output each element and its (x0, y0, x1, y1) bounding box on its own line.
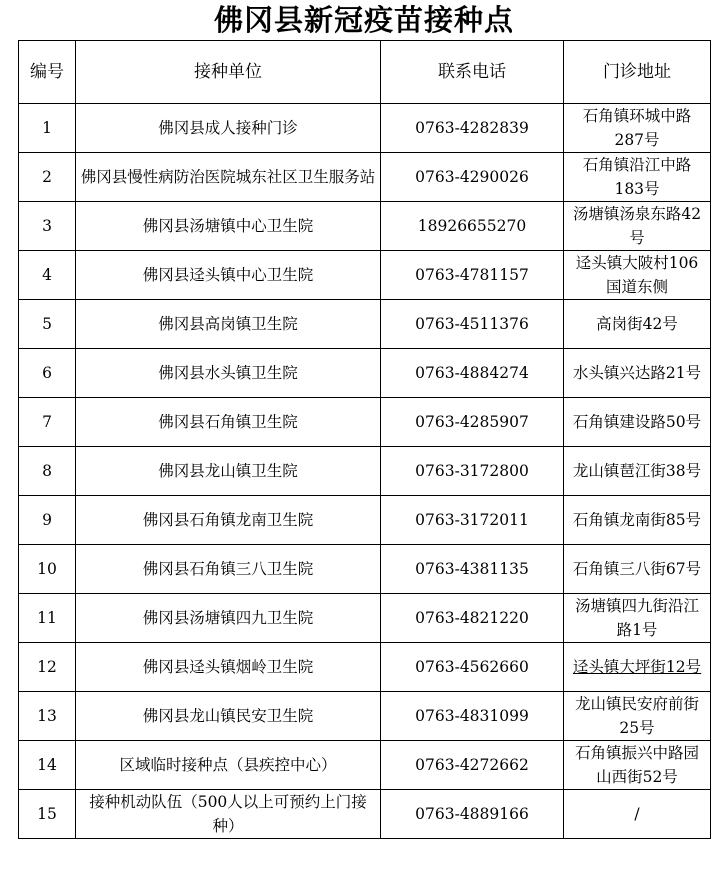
row-unit: 佛冈县高岗镇卫生院 (76, 300, 381, 349)
row-unit: 接种机动队伍（500人以上可预约上门接种） (76, 790, 381, 839)
table-row (19, 643, 711, 692)
row-address: 迳头镇大陂村106国道东侧 (564, 251, 711, 300)
row-address: 龙山镇琶江街38号 (564, 447, 711, 496)
row-phone: 0763-4889166 (381, 790, 564, 839)
row-phone: 0763-4511376 (381, 300, 564, 349)
row-unit: 佛冈县水头镇卫生院 (76, 349, 381, 398)
table-row (19, 545, 711, 594)
row-unit: 佛冈县龙山镇民安卫生院 (76, 692, 381, 741)
row-unit: 佛冈县成人接种门诊 (76, 104, 381, 153)
row-phone: 0763-4272662 (381, 741, 564, 790)
table-header-row (19, 41, 711, 104)
row-address: / (564, 790, 711, 839)
table-row (19, 741, 711, 790)
row-address: 石角镇沿江中路183号 (564, 153, 711, 202)
row-phone: 0763-4781157 (381, 251, 564, 300)
row-address: 水头镇兴达路21号 (564, 349, 711, 398)
header-phone: 联系电话 (381, 41, 564, 104)
row-phone: 0763-3172800 (381, 447, 564, 496)
table-row (19, 447, 711, 496)
table-row (19, 594, 711, 643)
row-number: 2 (19, 153, 76, 202)
row-phone: 0763-4884274 (381, 349, 564, 398)
header-unit: 接种单位 (76, 41, 381, 104)
row-address: 汤塘镇汤泉东路42号 (564, 202, 711, 251)
table-row (19, 398, 711, 447)
page-title: 佛冈县新冠疫苗接种点 (213, 3, 514, 37)
row-number: 4 (19, 251, 76, 300)
table-row (19, 202, 711, 251)
row-unit: 佛冈县慢性病防治医院城东社区卫生服务站 (76, 153, 381, 202)
row-number: 8 (19, 447, 76, 496)
row-number: 14 (19, 741, 76, 790)
table-row (19, 104, 711, 153)
row-phone: 0763-4285907 (381, 398, 564, 447)
table-row (19, 251, 711, 300)
vaccination-sites-table (18, 40, 711, 839)
row-address: 汤塘镇四九街沿江路1号 (564, 594, 711, 643)
row-phone: 0763-4381135 (381, 545, 564, 594)
table-row (19, 300, 711, 349)
row-unit: 佛冈县汤塘镇四九卫生院 (76, 594, 381, 643)
row-address: 石角镇环城中路287号 (564, 104, 711, 153)
row-address: 石角镇建设路50号 (564, 398, 711, 447)
row-number: 15 (19, 790, 76, 839)
row-phone: 0763-4562660 (381, 643, 564, 692)
row-unit: 佛冈县石角镇三八卫生院 (76, 545, 381, 594)
row-unit: 区域临时接种点（县疾控中心） (76, 741, 381, 790)
row-phone: 0763-4831099 (381, 692, 564, 741)
table-row (19, 153, 711, 202)
row-address: 石角镇龙南街85号 (564, 496, 711, 545)
row-number: 13 (19, 692, 76, 741)
row-phone: 0763-4282839 (381, 104, 564, 153)
row-address: 石角镇三八街67号 (564, 545, 711, 594)
row-number: 3 (19, 202, 76, 251)
row-address: 迳头镇大坪街12号 (564, 643, 711, 692)
row-number: 11 (19, 594, 76, 643)
row-number: 1 (19, 104, 76, 153)
row-phone: 0763-3172011 (381, 496, 564, 545)
row-number: 5 (19, 300, 76, 349)
row-address: 高岗街42号 (564, 300, 711, 349)
row-number: 10 (19, 545, 76, 594)
row-unit: 佛冈县石角镇卫生院 (76, 398, 381, 447)
table-row (19, 692, 711, 741)
row-phone: 0763-4821220 (381, 594, 564, 643)
row-unit: 佛冈县石角镇龙南卫生院 (76, 496, 381, 545)
row-phone: 18926655270 (381, 202, 564, 251)
row-unit: 佛冈县迳头镇烟岭卫生院 (76, 643, 381, 692)
row-address: 石角镇振兴中路园山西街52号 (564, 741, 711, 790)
header-number: 编号 (19, 41, 76, 104)
row-unit: 佛冈县迳头镇中心卫生院 (76, 251, 381, 300)
row-number: 7 (19, 398, 76, 447)
row-number: 6 (19, 349, 76, 398)
table-row (19, 349, 711, 398)
row-number: 12 (19, 643, 76, 692)
row-number: 9 (19, 496, 76, 545)
row-unit: 佛冈县汤塘镇中心卫生院 (76, 202, 381, 251)
header-address: 门诊地址 (564, 41, 711, 104)
row-unit: 佛冈县龙山镇卫生院 (76, 447, 381, 496)
row-address: 龙山镇民安府前街25号 (564, 692, 711, 741)
table-row (19, 496, 711, 545)
row-phone: 0763-4290026 (381, 153, 564, 202)
table-row (19, 790, 711, 839)
